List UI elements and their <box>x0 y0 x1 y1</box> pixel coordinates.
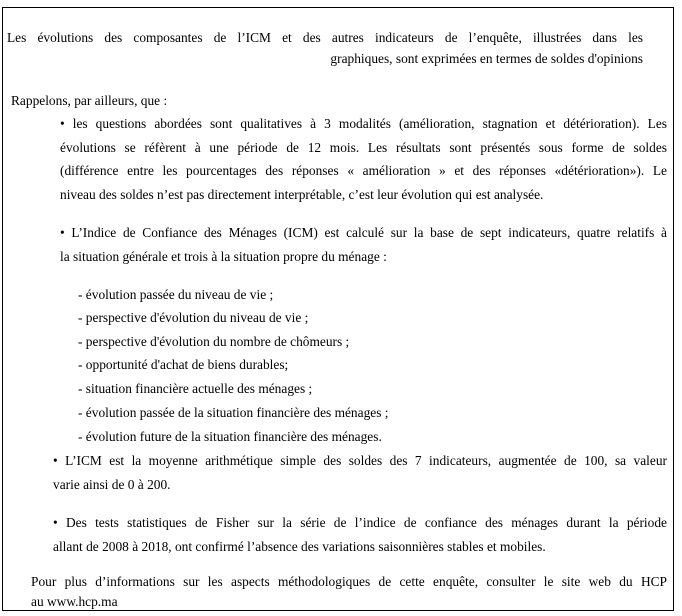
indicator-item: - évolution passée du niveau de vie ; <box>78 287 274 302</box>
indicator-item: - évolution passée de la situation financière des ménages ; <box>78 405 389 420</box>
intro-line-1: Les évolutions des composantes de l’ICM et des autres indicateurs de l’enquête, illustrées dans les <box>7 30 643 45</box>
indicator-item: - perspective d'évolution du niveau de vie ; <box>78 310 309 325</box>
bullet1-line-4: niveau des soldes n’est pas directement interprétable, c’est leur évolution qui est analysée. <box>60 187 544 202</box>
indicator-item: - évolution future de la situation financière des ménages. <box>78 429 382 444</box>
indicator-item: - situation financière actuelle des ménages ; <box>78 381 313 396</box>
footer-line-1: Pour plus d’informations sur les aspects méthodologiques de cette enquête, consulter le site web du HCP <box>31 574 667 589</box>
bullet3-line-2: varie ainsi de 0 à 200. <box>53 477 171 492</box>
hcp-website-link[interactable]: au www.hcp.ma <box>31 594 118 609</box>
indicator-item: - opportunité d'achat de biens durables; <box>78 357 289 372</box>
bullet2-line-1: • L’Indice de Confiance des Ménages (ICM) est calculé sur la base de sept indicateurs, quatre relatifs à <box>60 225 667 240</box>
bullet3-line-1: • L’ICM est la moyenne arithmétique simple des soldes des 7 indicateurs, augmentée de 100, sa valeur <box>53 453 667 468</box>
bullet2-line-2: la situation générale et trois à la situation propre du ménage : <box>60 249 387 264</box>
bullet1-line-2: évolutions se réfèrent à une période de 12 mois. Les résultats sont présentés sous forme de soldes <box>60 140 667 155</box>
indicator-item: - perspective d'évolution du nombre de chômeurs ; <box>78 334 350 349</box>
bullet4-line-2: allant de 2008 à 2018, ont confirmé l’absence des variations saisonnières stables et mobiles. <box>53 539 546 554</box>
bullet1-line-1: • les questions abordées sont qualitatives à 3 modalités (amélioration, stagnation et détérioration). Les <box>60 116 667 131</box>
intro-line-2: graphiques, sont exprimées en termes de soldes d'opinions <box>330 51 643 66</box>
bullet4-line-1: • Des tests statistiques de Fisher sur la série de l’indice de confiance des ménages durant la période <box>53 515 667 530</box>
recall-heading: Rappelons, par ailleurs, que : <box>11 93 168 108</box>
bullet1-line-3: (différence entre les pourcentages des réponses « amélioration » et des réponses «détérioration»). Le <box>60 163 667 178</box>
